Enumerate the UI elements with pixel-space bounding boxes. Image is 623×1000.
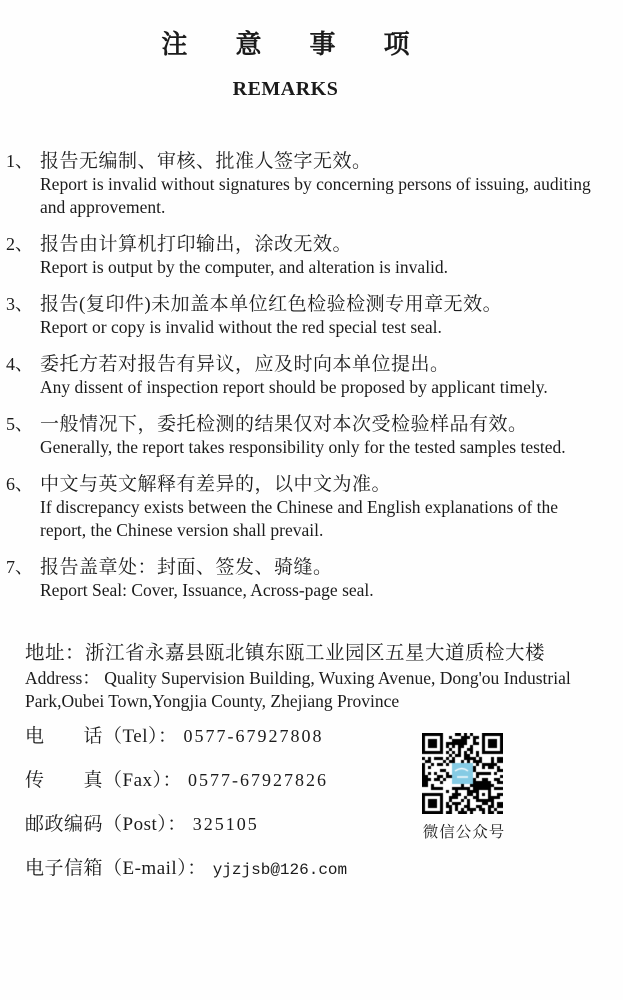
list-item xyxy=(6,233,597,279)
fax-row xyxy=(25,770,623,792)
item-text-english: Report or copy is invalid without the red special test seal. xyxy=(40,317,442,337)
item-text-chinese: 一般情况下，委托检测的结果仅对本次受检验样品有效。 xyxy=(40,414,528,435)
telephone-row xyxy=(25,726,623,748)
item-text-chinese: 报告由计算机打印输出，涂改无效。 xyxy=(40,234,353,255)
fax-number: 0577-67927826 xyxy=(188,770,329,790)
item-text-chinese: 委托方若对报告有异议，应及时向本单位提出。 xyxy=(40,354,450,375)
list-item xyxy=(6,473,597,542)
item-number: 5、 xyxy=(6,414,33,434)
page-title-english: REMARKS xyxy=(232,78,339,100)
list-item xyxy=(6,556,597,602)
page-title-chinese: 注意事项 xyxy=(161,30,458,59)
email-value: yjzjsb@126.com xyxy=(212,861,348,879)
address-chinese: 地址：浙江省永嘉县瓯北镇东瓯工业园区五星大道质检大楼 xyxy=(25,643,546,664)
item-text-english: Report Seal: Cover, Issuance, Across-page seal. xyxy=(40,580,374,600)
item-number: 4、 xyxy=(6,354,33,374)
list-item xyxy=(6,293,597,339)
email-row xyxy=(25,858,623,881)
remarks-list xyxy=(6,150,597,602)
item-text-chinese: 中文与英文解释有差异的，以中文为准。 xyxy=(40,474,392,495)
item-text-english: Any dissent of inspection report should be proposed by applicant timely. xyxy=(40,377,548,397)
item-text-english: If discrepancy exists between the Chinese and English explanations of the report, the Chinese version shall prevail. xyxy=(40,497,559,540)
item-number: 7、 xyxy=(6,557,33,577)
item-text-chinese: 报告(复印件)未加盖本单位红色检验检测专用章无效。 xyxy=(40,294,503,315)
postcode-label: 邮政编码（Post）： xyxy=(25,814,187,835)
item-text-english: Report is output by the computer, and alteration is invalid. xyxy=(40,257,449,277)
item-number: 2、 xyxy=(6,234,33,254)
item-text-english: Report is invalid without signatures by concerning persons of issuing, auditing and approvement. xyxy=(40,174,591,217)
telephone-label: 电 话（Tel）： xyxy=(25,726,178,747)
qr-code xyxy=(422,733,503,814)
telephone-number: 0577-67927808 xyxy=(183,726,324,746)
list-item xyxy=(6,353,597,399)
item-number: 3、 xyxy=(6,294,33,314)
item-text-chinese: 报告盖章处：封面、签发、骑缝。 xyxy=(40,557,333,578)
doc-header xyxy=(0,0,623,100)
qr-caption: 微信公众号 xyxy=(422,824,506,841)
list-item xyxy=(6,413,597,459)
wechat-qr-block xyxy=(422,733,506,842)
address-block xyxy=(25,641,603,713)
address-english: Address： Quality Supervision Building, Wuxing Avenue, Dong'ou Industrial Park,Oubei Town,Yongjia County, Zhejiang Province xyxy=(25,668,571,711)
postcode-row xyxy=(25,814,623,836)
item-number: 6、 xyxy=(6,474,33,494)
item-number: 1、 xyxy=(6,151,33,171)
contact-block xyxy=(25,726,623,881)
list-item xyxy=(6,150,597,219)
item-text-chinese: 报告无编制、审核、批准人签字无效。 xyxy=(40,151,372,172)
email-label: 电子信箱（E-mail）： xyxy=(25,858,207,879)
item-text-english: Generally, the report takes responsibility only for the tested samples tested. xyxy=(40,437,566,457)
fax-label: 传 真（Fax）： xyxy=(25,770,183,791)
postcode-value: 325105 xyxy=(192,814,259,834)
